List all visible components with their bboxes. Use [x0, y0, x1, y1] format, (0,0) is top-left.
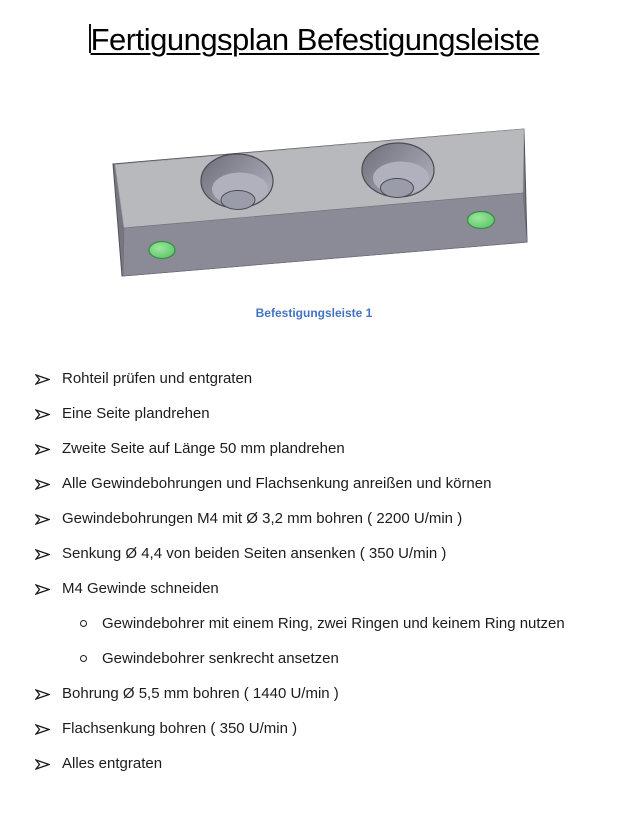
- page-title[interactable]: Fertigungsplan Befestigungsleiste: [90, 22, 540, 57]
- list-item[interactable]: [80, 614, 613, 634]
- befestigungsleiste-3d-image: [0, 100, 628, 300]
- list-item[interactable]: [35, 509, 613, 529]
- figure-caption[interactable]: Befestigungsleiste 1: [255, 306, 373, 320]
- arrow-bullet-icon: [35, 584, 50, 595]
- arrow-bullet-icon: [35, 759, 50, 770]
- list-item[interactable]: [35, 719, 613, 739]
- step-text[interactable]: Alle Gewindebohrungen und Flachsenkung anreißen und körnen: [62, 475, 492, 492]
- list-item[interactable]: [80, 649, 613, 669]
- arrow-bullet-icon: [35, 479, 50, 490]
- step-text[interactable]: Alles entgraten: [62, 755, 163, 772]
- step-text[interactable]: Eine Seite plandrehen: [62, 405, 210, 422]
- step-text[interactable]: Zweite Seite auf Länge 50 mm plandrehen: [62, 440, 345, 457]
- list-item[interactable]: [35, 754, 613, 774]
- title-row: [0, 22, 628, 58]
- list-item[interactable]: [35, 474, 613, 494]
- circle-bullet-icon: [80, 655, 87, 662]
- step-text[interactable]: Gewindebohrungen M4 mit Ø 3,2 mm bohren ( 2200 U/min ): [62, 510, 463, 527]
- list-item[interactable]: [35, 439, 613, 459]
- arrow-bullet-icon: [35, 724, 50, 735]
- arrow-bullet-icon: [35, 444, 50, 455]
- arrow-bullet-icon: [35, 549, 50, 560]
- step-text[interactable]: Gewindebohrer senkrecht ansetzen: [102, 650, 339, 667]
- list-item[interactable]: [35, 544, 613, 564]
- list-item[interactable]: [35, 684, 613, 704]
- step-text[interactable]: Bohrung Ø 5,5 mm bohren ( 1440 U/min ): [62, 685, 339, 702]
- step-text[interactable]: M4 Gewinde schneiden: [62, 580, 219, 597]
- step-text[interactable]: Gewindebohrer mit einem Ring, zwei Ringen und keinem Ring nutzen: [102, 615, 565, 632]
- steps-list: [35, 369, 613, 789]
- arrow-bullet-icon: [35, 514, 50, 525]
- step-text[interactable]: Flachsenkung bohren ( 350 U/min ): [62, 720, 298, 737]
- step-text[interactable]: Rohteil prüfen und entgraten: [62, 370, 253, 387]
- list-item[interactable]: [35, 404, 613, 424]
- circle-bullet-icon: [80, 620, 87, 627]
- arrow-bullet-icon: [35, 409, 50, 420]
- step-text[interactable]: Senkung Ø 4,4 von beiden Seiten ansenken ( 350 U/min ): [62, 545, 447, 562]
- arrow-bullet-icon: [35, 374, 50, 385]
- figure-befestigungsleiste[interactable]: [0, 100, 628, 300]
- arrow-bullet-icon: [35, 689, 50, 700]
- list-item[interactable]: [35, 369, 613, 389]
- list-item[interactable]: [35, 579, 613, 599]
